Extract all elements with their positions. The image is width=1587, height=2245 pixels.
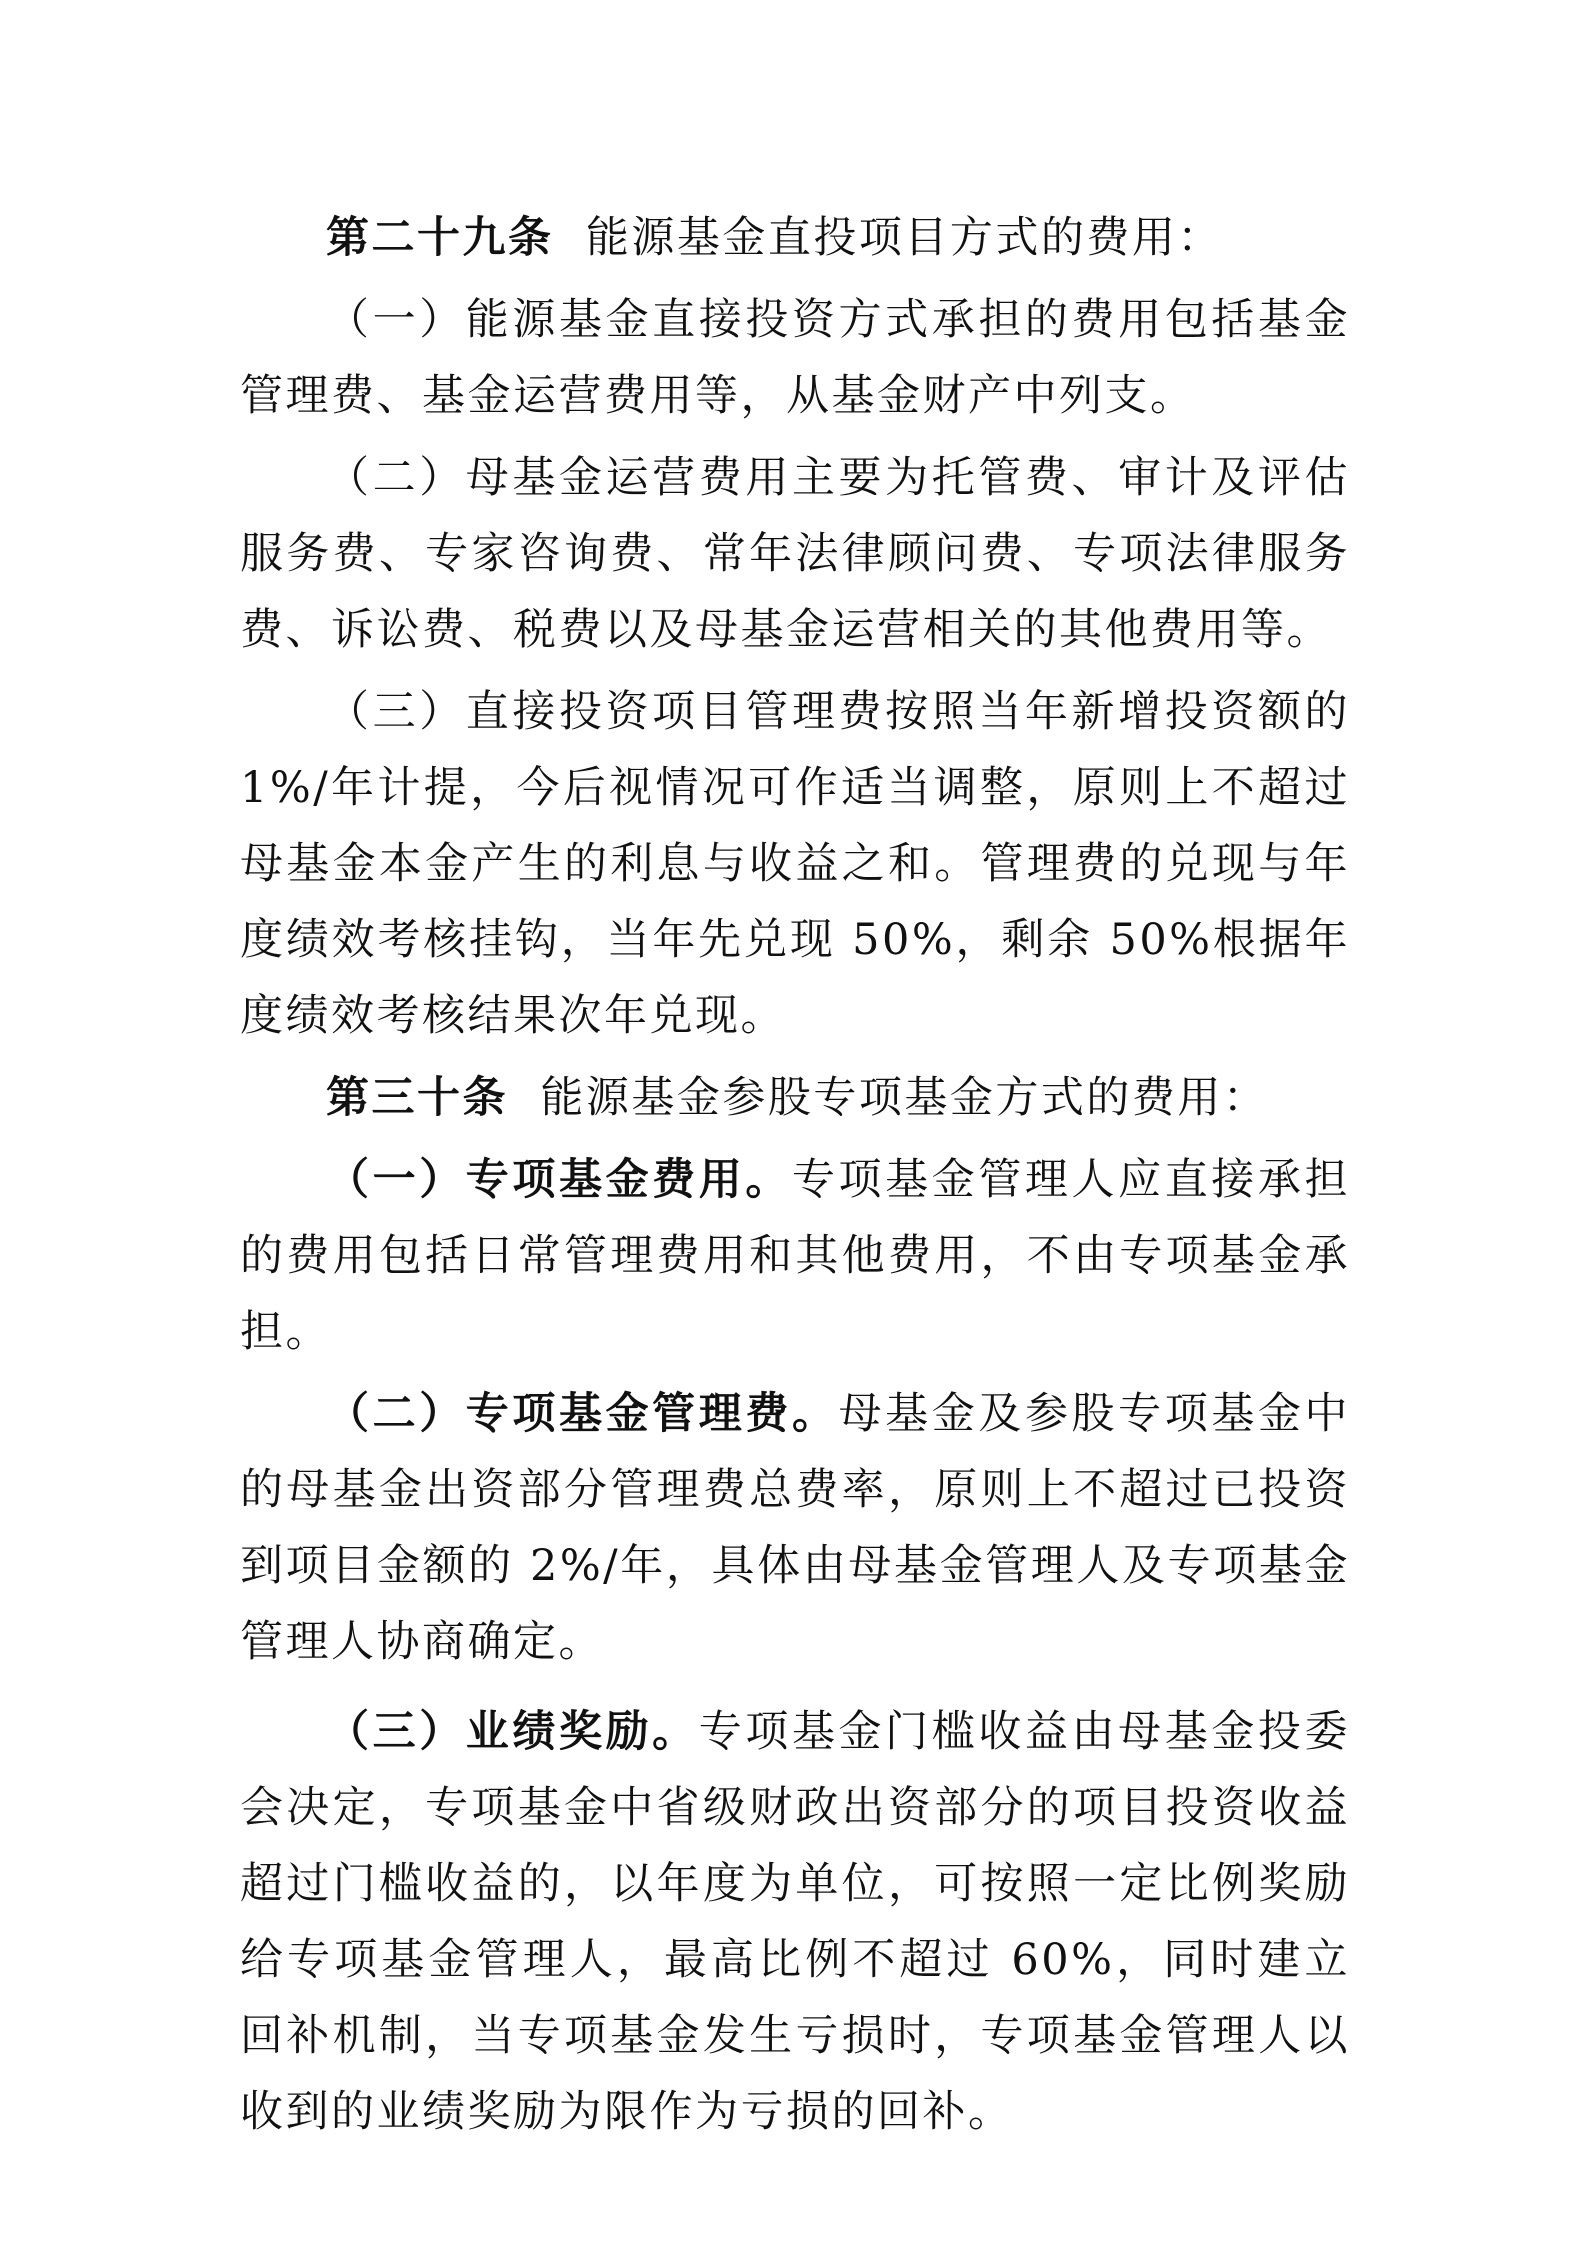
article-30-item-1-lead: （一）专项基金费用。 bbox=[326, 1155, 792, 1205]
article-30-item-3-text: 专项基金门槛收益由母基金投委会决定，专项基金中省级财政出资部分的项目投资收益超过门槛收益的，以年度为单位，可按照一定比例奖励给专项基金管理人，最高比例不超过 60%，同时建立回补机制，当专项基金发生亏损时，专项基金管理人以收到的业绩奖励为限作为亏损的回补。 bbox=[240, 1707, 1351, 2137]
article-29-heading bbox=[240, 200, 1350, 276]
article-29-item-3: （三）直接投资项目管理费按照当年新增投资额的 1%/年计提，今后视情况可作适当调整，原则上不超过母基金本金产生的利息与收益之和。管理费的兑现与年度绩效考核挂钩，当年先兑现 50%，剩余 50%根据年度绩效考核结果次年兑现。 bbox=[240, 687, 1350, 1041]
document-page bbox=[240, 200, 1350, 2150]
article-29-item-1: （一）能源基金直接投资方式承担的费用包括基金管理费、基金运营费用等，从基金财产中列支。 bbox=[240, 295, 1350, 421]
article-30-item-1-text: 专项基金管理人应直接承担的费用包括日常管理费用和其他费用，不由专项基金承担。 bbox=[240, 1155, 1351, 1357]
article-30-number: 第三十条 bbox=[326, 1073, 508, 1123]
article-29-title: 能源基金直投项目方式的费用： bbox=[585, 213, 1223, 263]
article-30-item-2-lead: （二）专项基金管理费。 bbox=[326, 1389, 839, 1439]
article-30-item-1 bbox=[240, 1142, 1350, 1370]
article-29-number: 第二十九条 bbox=[326, 213, 554, 263]
article-30-item-3 bbox=[240, 1694, 1350, 2150]
article-30-title: 能源基金参股专项基金方式的费用： bbox=[540, 1073, 1269, 1123]
article-30-item-2-text: 母基金及参股专项基金中的母基金出资部分管理费总费率，原则上不超过已投资到项目金额的 2%/年，具体由母基金管理人及专项基金管理人协商确定。 bbox=[240, 1389, 1351, 1667]
article-29-item-2: （二）母基金运营费用主要为托管费、审计及评估服务费、专家咨询费、常年法律顾问费、专项法律服务费、诉讼费、税费以及母基金运营相关的其他费用等。 bbox=[240, 453, 1350, 655]
article-30-item-2 bbox=[240, 1376, 1350, 1680]
article-30-heading bbox=[240, 1060, 1350, 1136]
article-30-item-3-lead: （三）业绩奖励。 bbox=[326, 1707, 699, 1757]
